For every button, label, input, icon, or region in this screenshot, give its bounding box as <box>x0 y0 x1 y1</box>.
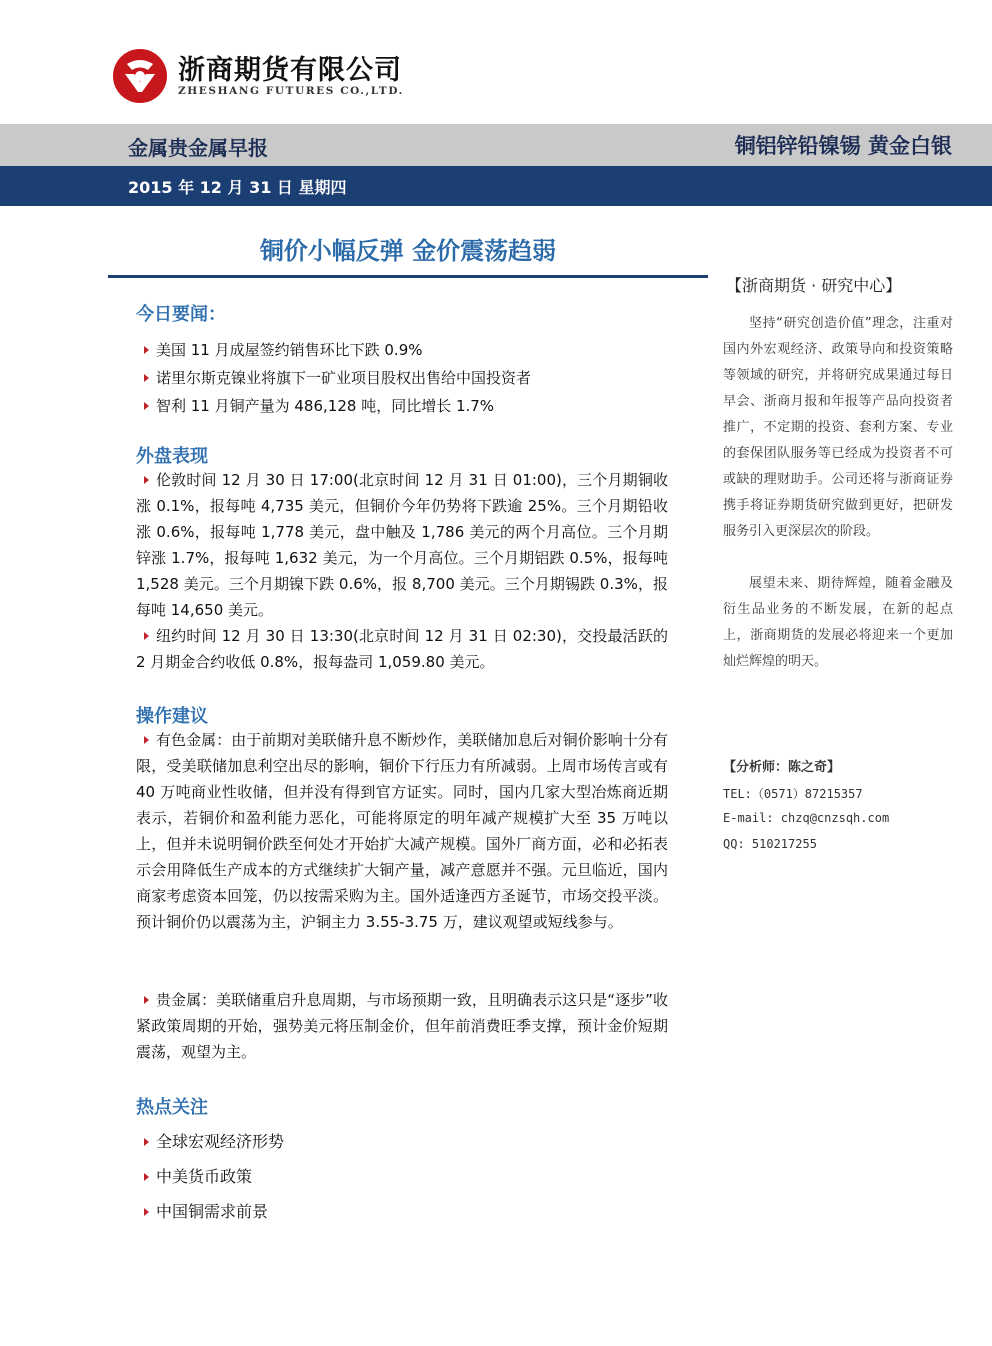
advice-paragraph-base-metals: 有色金属：由于前期对美联储升息不断炒作，美联储加息后对铜价影响十分有限，受美联储加息利空出尽的影响，铜价下行压力有所减弱。上周市场传言或有 40 万吨商业性收储，但并没有得到官方证实。同时，国内几家大型冶炼商近期表示，若铜价和盈利能力恶化，可能将原定的明年减产规模扩大至 35 万吨以上，但并未说明铜价跌至何处才开始扩大减产规模。国外厂商方面，必和必拓表示会用降低生产成本的方式继续扩大铜产量，减产意愿并不强。元旦临近，国内商家考虑资本回笼，仍以按需采购为主。国外适逢西方圣诞节，市场交投平淡。预计铜价仍以震荡为主，沪铜主力 3.55-3.75 万，建议观望或短线参与。 <box>136 727 668 935</box>
news-item: 诺里尔斯克镍业将旗下一矿业项目股权出售给中国投资者 <box>136 364 676 392</box>
news-item: 智利 11 月铜产量为 486,128 吨，同比增长 1.7% <box>136 392 676 420</box>
company-logo <box>112 44 402 108</box>
report-title: 铜价小幅反弹 金价震荡趋弱 <box>259 237 557 265</box>
hot-item: 中美货币政策 <box>136 1163 436 1198</box>
hot-list <box>136 1128 436 1233</box>
research-center-heading: 【浙商期货 · 研究中心】 <box>726 276 902 295</box>
company-logo-icon <box>112 48 168 104</box>
hot-heading: 热点关注 <box>136 1097 208 1118</box>
overseas-paragraph-lme: 伦敦时间 12 月 30 日 17:00(北京时间 12 月 31 日 01:00)，三个月期铜收涨 0.1%，报每吨 4,735 美元，但铜价今年仍势将下跌逾 25%。三个月期铅收涨 0.6%，报每吨 1,778 美元，盘中触及 1,786 美元的两个月高位。三个月期锌涨 1.7%，报每吨 1,632 美元，为一个月高位。三个月期铝跌 0.5%，报每吨 1,528 美元。三个月期镍下跌 0.6%，报 8,700 美元。三个月期锡跌 0.3%，报每吨 14,650 美元。 <box>136 467 668 623</box>
date-band <box>0 166 992 206</box>
contact-email: E-mail: chzq@cnzsqh.com <box>723 811 890 825</box>
hot-item: 全球宏观经济形势 <box>136 1128 436 1163</box>
report-header-band <box>0 124 992 166</box>
advice-paragraph-precious-metals: 贵金属：美联储重启升息周期，与市场预期一致，且明确表示这只是“逐步”收紧政策周期的开始，强势美元将压制金价，但年前消费旺季支撑，预计金价短期震荡，观望为主。 <box>136 987 668 1065</box>
contact-qq: QQ: 510217255 <box>723 837 817 851</box>
report-name: 金属贵金属早报 <box>128 136 268 160</box>
overseas-paragraph-comex: 纽约时间 12 月 30 日 13:30(北京时间 12 月 31 日 02:30)，交投最活跃的 2 月期金合约收低 0.8%，报每盎司 1,059.80 美元。 <box>136 623 668 675</box>
hot-item: 中国铜需求前景 <box>136 1198 436 1233</box>
company-name-cn: 浙商期货有限公司 <box>178 55 402 86</box>
news-heading: 今日要闻： <box>136 304 226 325</box>
report-date: 2015 年 12 月 31 日 星期四 <box>128 178 347 197</box>
company-name-en: ZHESHANG FUTURES CO.,LTD. <box>178 85 404 97</box>
overseas-heading: 外盘表现 <box>136 446 208 467</box>
metals-covered: 铜铝锌铅镍锡 黄金白银 <box>734 134 952 158</box>
contact-tel: TEL:（0571）87215357 <box>723 787 863 801</box>
title-divider <box>108 275 708 278</box>
news-list <box>136 336 676 420</box>
research-center-intro: 坚持“研究创造价值”理念，注重对国内外宏观经济、政策导向和投资策略等领域的研究，并将研究成果通过每日早会、浙商月报和年报等产品向投资者推广，不定期的投资、套利方案、专业的套保团队服务等已经成为投资者不可或缺的理财助手。公司还将与浙商证券携手将证券期货研究做到更好，把研发服务引入更深层次的阶段。 <box>723 316 953 539</box>
research-center-outlook: 展望未来、期待辉煌，随着金融及衍生品业务的不断发展，在新的起点上，浙商期货的发展必将迎来一个更加灿烂辉煌的明天。 <box>723 576 953 669</box>
advice-heading: 操作建议 <box>136 706 208 727</box>
analyst-name: 【分析师：陈之奇】 <box>723 760 841 775</box>
news-item: 美国 11 月成屋签约销售环比下跌 0.9% <box>136 336 676 364</box>
